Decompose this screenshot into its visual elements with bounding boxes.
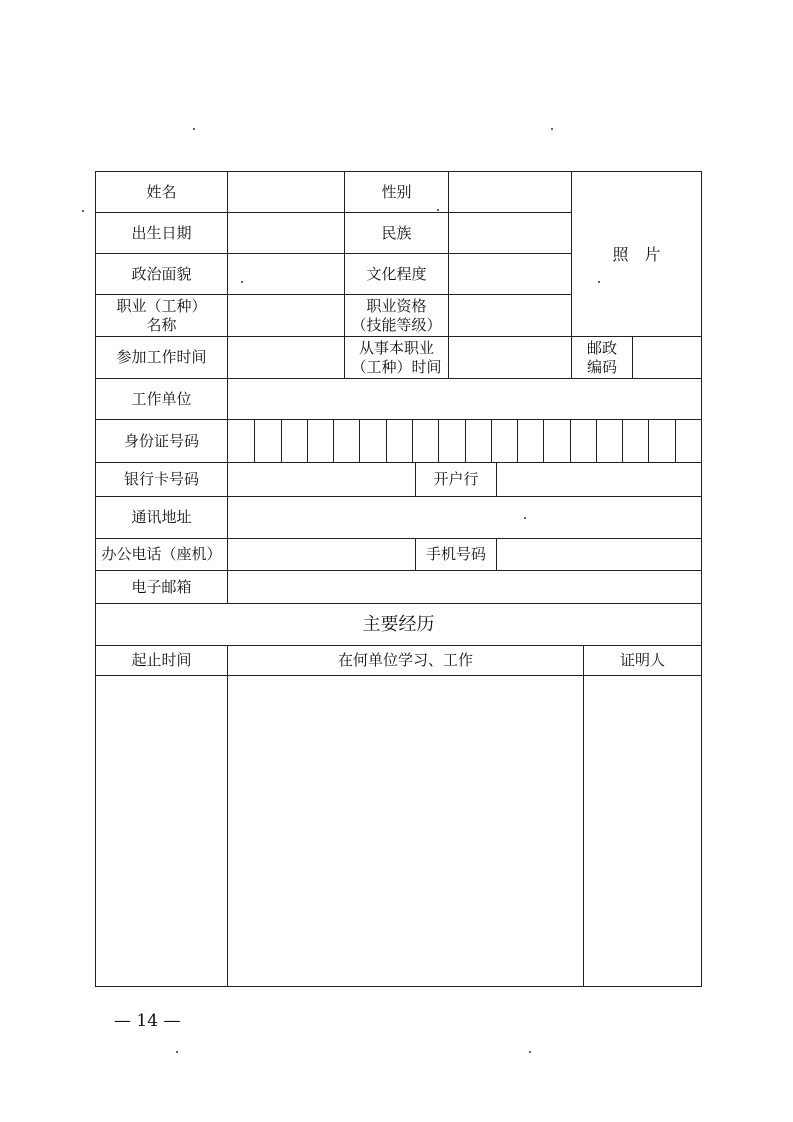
- scan-speck: [437, 209, 439, 211]
- experience-section-title: 主要经历: [362, 614, 435, 635]
- bank-card-label: 银行卡号码: [123, 470, 199, 488]
- period-column-header: 起止时间: [131, 651, 192, 669]
- id-digit-divider: [307, 420, 308, 462]
- bank-card-field[interactable]: [228, 463, 415, 496]
- occupation-start-label: [345, 337, 448, 378]
- id-digit-box[interactable]: [596, 420, 622, 462]
- id-digit-box[interactable]: [254, 420, 280, 462]
- occupation-field[interactable]: [228, 295, 344, 336]
- id-digit-divider: [622, 420, 623, 462]
- scan-speck: [551, 128, 553, 130]
- id-digit-box[interactable]: [386, 420, 412, 462]
- employer-label: 工作单位: [131, 389, 192, 408]
- occupation-start-label-line1: 从事本职业: [358, 338, 434, 357]
- witness-column-header: 证明人: [619, 651, 665, 669]
- id-digit-divider: [543, 420, 544, 462]
- id-digit-divider: [648, 420, 649, 462]
- id-digit-divider: [570, 420, 571, 462]
- id-digit-divider: [491, 420, 492, 462]
- occupation-start-field[interactable]: [449, 337, 571, 378]
- id-digit-divider: [438, 420, 439, 462]
- period-entry-area[interactable]: [96, 676, 227, 986]
- postal-code-label: [572, 337, 632, 378]
- id-digit-box[interactable]: [438, 420, 464, 462]
- id-digit-box[interactable]: [359, 420, 385, 462]
- office-phone-label: 办公电话（座机）: [101, 545, 222, 563]
- office-phone-field[interactable]: [228, 539, 415, 570]
- id-digit-box[interactable]: [491, 420, 517, 462]
- work-start-field[interactable]: [228, 337, 344, 378]
- bank-branch-label: 开户行: [433, 470, 479, 488]
- id-digit-box[interactable]: [648, 420, 674, 462]
- table-border-right: [701, 171, 702, 986]
- scan-speck: [241, 281, 243, 283]
- qualification-label-line1: 职业资格: [366, 296, 427, 315]
- postal-code-label-line1: 邮政: [586, 338, 617, 357]
- qualification-label: [345, 295, 448, 336]
- qualification-label-line2: （技能等级）: [351, 315, 442, 334]
- email-label: 电子邮箱: [131, 577, 192, 596]
- name-label: 姓名: [146, 182, 177, 201]
- gender-field[interactable]: [449, 172, 571, 212]
- education-field[interactable]: [449, 254, 571, 294]
- id-digit-box[interactable]: [517, 420, 543, 462]
- unit-entry-area[interactable]: [228, 676, 583, 986]
- id-digit-divider: [675, 420, 676, 462]
- mobile-label: 手机号码: [425, 545, 486, 563]
- work-start-label: 参加工作时间: [116, 348, 207, 366]
- id-digit-divider: [465, 420, 466, 462]
- unit-column-header: 在何单位学习、工作: [337, 651, 473, 669]
- birthdate-label: 出生日期: [131, 223, 192, 242]
- id-digit-divider: [517, 420, 518, 462]
- id-digit-box[interactable]: [228, 420, 254, 462]
- occupation-label-line2: 名称: [146, 315, 177, 334]
- ethnicity-field[interactable]: [449, 213, 571, 253]
- scan-speck: [82, 210, 84, 212]
- id-digit-divider: [281, 420, 282, 462]
- education-label: 文化程度: [366, 264, 427, 283]
- scan-speck: [193, 128, 195, 130]
- ethnicity-label: 民族: [381, 223, 412, 242]
- name-field[interactable]: [228, 172, 344, 212]
- id-number-label: 身份证号码: [123, 431, 199, 450]
- id-digit-box[interactable]: [333, 420, 359, 462]
- id-digit-box[interactable]: [307, 420, 333, 462]
- birthdate-field[interactable]: [228, 213, 344, 253]
- scan-speck: [524, 517, 526, 519]
- table-border-bottom: [95, 986, 702, 987]
- qualification-field[interactable]: [449, 295, 571, 336]
- id-digit-box[interactable]: [543, 420, 569, 462]
- address-label: 通讯地址: [131, 508, 192, 526]
- id-digit-box[interactable]: [412, 420, 438, 462]
- address-field[interactable]: [228, 497, 701, 538]
- employer-field[interactable]: [228, 379, 701, 419]
- witness-entry-area[interactable]: [584, 676, 701, 986]
- political-status-field[interactable]: [228, 254, 344, 294]
- scan-speck: [529, 1051, 531, 1053]
- mobile-field[interactable]: [497, 539, 701, 570]
- scan-speck: [598, 281, 600, 283]
- id-digit-divider: [333, 420, 334, 462]
- email-field[interactable]: [228, 571, 701, 603]
- scan-speck: [176, 1051, 178, 1053]
- bank-branch-field[interactable]: [497, 463, 701, 496]
- id-digit-divider: [254, 420, 255, 462]
- postal-code-label-line2: 编码: [586, 357, 617, 376]
- id-digit-box[interactable]: [281, 420, 307, 462]
- id-digit-divider: [359, 420, 360, 462]
- page-number: — 14 —: [114, 1011, 181, 1031]
- id-digit-divider: [386, 420, 387, 462]
- political-status-label: 政治面貌: [131, 264, 192, 283]
- postal-code-field[interactable]: [633, 337, 701, 378]
- id-digit-box[interactable]: [675, 420, 701, 462]
- gender-label: 性别: [381, 182, 412, 201]
- occupation-label-line1: 职业（工种）: [116, 296, 207, 315]
- id-digit-divider: [412, 420, 413, 462]
- id-digit-box[interactable]: [570, 420, 596, 462]
- occupation-start-label-line2: （工种）时间: [351, 357, 442, 376]
- occupation-label: [96, 295, 227, 336]
- id-digit-divider: [596, 420, 597, 462]
- id-digit-box[interactable]: [622, 420, 648, 462]
- id-digit-box[interactable]: [465, 420, 491, 462]
- photo-label: 照 片: [612, 244, 661, 264]
